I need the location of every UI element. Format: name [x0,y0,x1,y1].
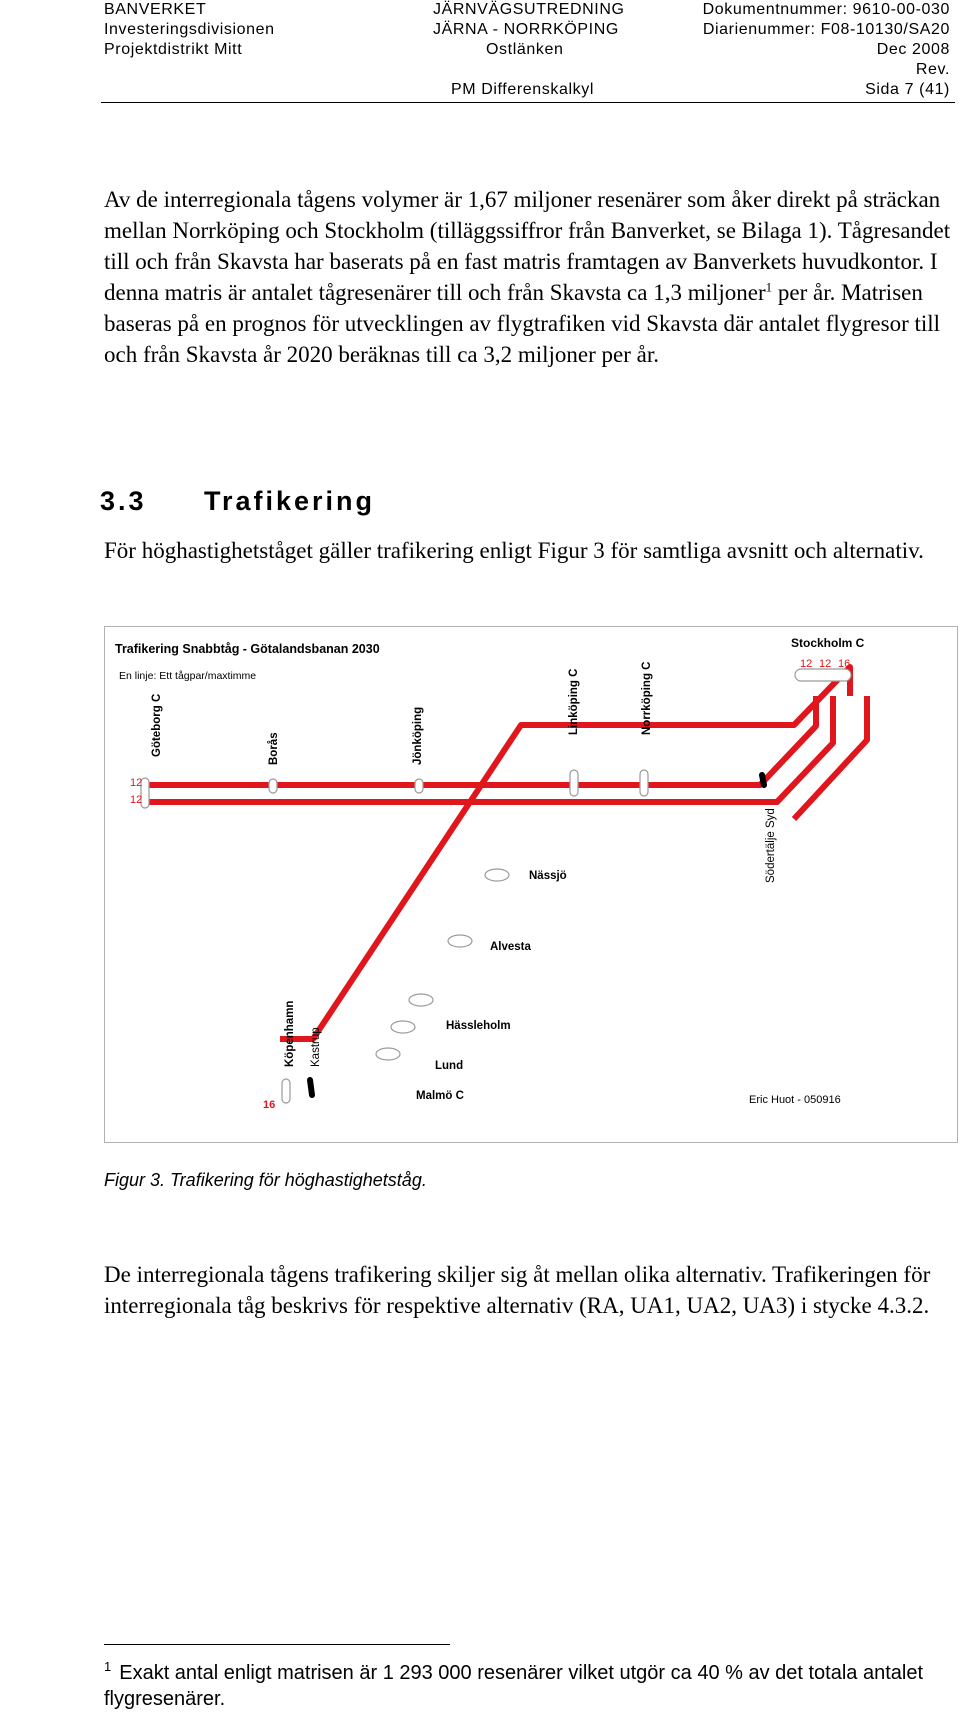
section-title: Trafikering [204,486,376,516]
route-lines [145,667,867,1039]
label-norrkoping: Norrköping C [641,661,653,735]
header-district: Projektdistrikt Mitt [104,41,243,58]
label-boras: Borås [268,732,280,765]
label-hassleholm: Hässleholm [446,1020,511,1032]
station-marker-linkoping [570,770,578,796]
footnote-ref[interactable]: 1 [765,279,773,295]
count-goteborg-a: 12 [130,777,143,789]
header-division: Investeringsdivisionen [104,21,275,38]
footnote-text: Exakt antal enligt matrisen är 1 293 000 resenärer vilket utgör ca 40 % av det totala antalet flygresenärer. [104,1662,924,1710]
count-stockholm-a: 12 [800,658,813,670]
header-page-number: Sida 7 (41) [865,81,950,98]
label-jonkoping: Jönköping [412,706,424,765]
station-marker-malmo [376,1048,400,1060]
traffic-diagram-svg [105,627,957,1142]
count-goteborg-b: 12 [130,794,143,806]
header-route: JÄRNA - NORRKÖPING [433,21,619,38]
header-rev: Rev. [915,61,950,78]
header-date: Dec 2008 [876,41,950,58]
intro-text: Av de interregionala tågens volymer är 1,67 miljoner resenärer som åker direkt på sträckan mellan Norrköping och Stockholm (tilläggssiffror från Banverket, se Bilaga 1). Tågresandet till och från Skavsta har baserats på en fast matris framtagen av Banverkets huvudkontor. I denna matris är antalet tågresenärer till och från Skavsta ca 1,3 miljoner [104,187,951,305]
section-heading [100,486,375,517]
outro-paragraph: De interregionala tågens trafikering skiljer sig åt mellan olika alternativ. Trafikeringen för interregionala tåg beskrivs för respektive alternativ (RA, UA1, UA2, UA3) i stycke 4.3.2. [104,1262,931,1318]
section-number: 3.3 [100,486,147,516]
footnote-rule [104,1644,450,1645]
traffic-diagram [104,626,958,1143]
count-stockholm-b: 12 [819,658,832,670]
station-marker-alvesta [448,935,472,947]
footnote [104,1660,954,1712]
intro-text-continued: per år. Matrisen baseras på en prognos för utvecklingen av flygtrafiken vid Skavsta där antalet flygresor till och från Skavsta år 2020 beräknas till ca 3,2 miljoner per år. [104,280,941,367]
section-text: För höghastighetståget gäller trafikering enligt Figur 3 för samtliga avsnitt och alternativ. [104,538,924,563]
station-marker-nassjo [485,869,509,881]
label-kopenhamn: Köpenhamn [284,1000,296,1067]
label-alvesta: Alvesta [490,941,531,953]
header-pm-title: PM Differenskalkyl [451,81,594,98]
header-study: JÄRNVÄGSUTREDNING [433,1,625,18]
count-kopenhamn: 16 [263,1099,276,1111]
station-marker-jonkoping [415,779,423,793]
label-kastrup: Kastrup [310,1027,322,1067]
station-marker-norrkoping [640,770,648,796]
label-goteborg: Göteborg C [151,693,163,757]
header-rule [101,102,955,103]
label-nassjo: Nässjö [529,870,567,882]
diagram-subtitle: En linje: Ett tågpar/maxtimme [119,670,257,682]
diagram-title: Trafikering Snabbtåg - Götalandsbanan 2030 [115,642,380,656]
footnote-number: 1 [104,1659,112,1675]
header-diary-number: Diarienummer: F08-10130/SA20 [702,21,950,38]
station-marker-kastrup [310,1080,312,1095]
station-marker-lund [391,1021,415,1033]
intro-paragraph [104,184,954,370]
header-org: BANVERKET [104,1,207,18]
station-marker-sodertalje [762,775,764,785]
header-project: Ostlänken [486,41,564,58]
station-markers [141,669,851,1103]
diagram-credit: Eric Huot - 050916 [749,1094,841,1106]
label-stockholm: Stockholm C [791,636,865,650]
station-marker-boras [269,779,277,793]
station-marker-hassleholm [409,994,433,1006]
figure-caption: Figur 3. Trafikering för höghastighetståg. [104,1170,427,1190]
label-sodertalje: Södertälje Syd [765,808,777,883]
nonstop-markers [310,775,764,1095]
count-stockholm-c: 16 [838,658,851,670]
station-marker-stockholm [795,669,851,681]
label-linkoping: Linköping C [568,668,580,735]
label-malmo: Malmö C [416,1090,464,1102]
station-marker-kopenhamn [282,1079,290,1103]
header-doc-number: Dokumentnummer: 9610-00-030 [702,1,950,18]
route-line-goteborg-stockholm-1 [145,693,816,785]
label-lund: Lund [435,1060,464,1072]
